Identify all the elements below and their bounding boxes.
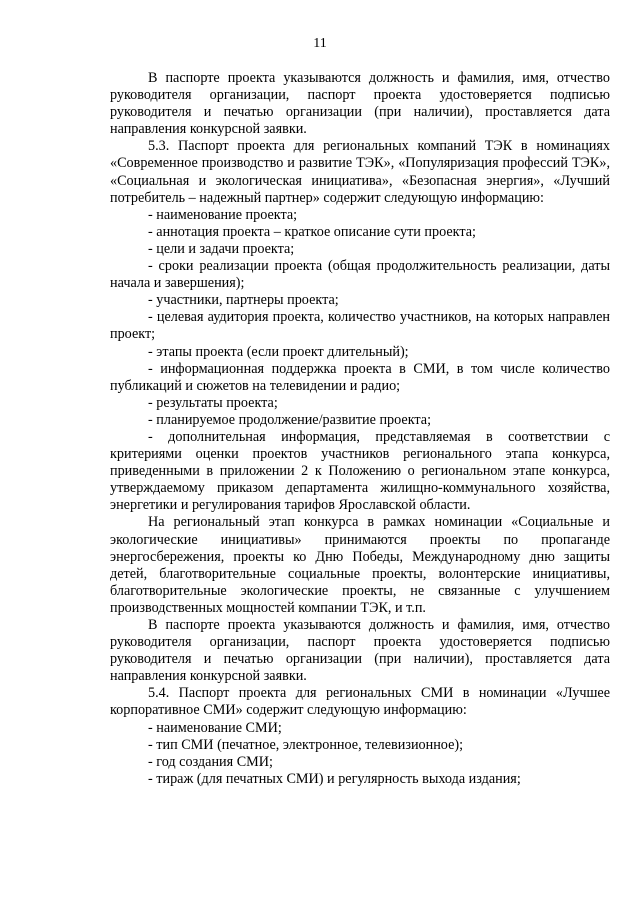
list-item: - этапы проекта (если проект длительный); xyxy=(148,343,409,360)
paragraph: В паспорте проекта указываются должность и фамилия, имя, отчество руководителя организации, паспорт проекта удостоверяется подписью руководителя и печатью организации (при наличии), проставляется дата направления конкурсной заявки. xyxy=(110,617,610,685)
paragraph: В паспорте проекта указываются должность и фамилия, имя, отчество руководителя организации, паспорт проекта удостоверяется подписью руководителя и печатью организации (при наличии), проставляется дата направления конкурсной заявки. xyxy=(110,70,610,138)
list-item: - аннотация проекта – краткое описание сути проекта; xyxy=(148,223,476,240)
list-item: - тип СМИ (печатное, электронное, телевизионное); xyxy=(148,736,464,753)
paragraph: На региональный этап конкурса в рамках номинации «Социальные и экологические инициативы» принимаются проекты по пропаганде энергосбережения, проекты ко Дню Победы, Международному дню защиты детей, благотворительные социальные проекты, волонтерские инициативы, благотворительные экологические проекты, не связанные с улучшением производственных мощностей компании ТЭК, и т.п. xyxy=(110,514,610,616)
document-body xyxy=(110,70,610,788)
page-number: 11 xyxy=(313,36,327,51)
list-item: - наименование проекта; xyxy=(148,206,298,223)
list-item: - результаты проекта; xyxy=(148,394,278,411)
list-item: - тираж (для печатных СМИ) и регулярность выхода издания; xyxy=(148,770,521,787)
paragraph: 5.4. Паспорт проекта для региональных СМИ в номинации «Лучшее корпоративное СМИ» содержит следующую информацию: xyxy=(110,685,610,719)
list-item: - год создания СМИ; xyxy=(148,753,273,770)
list-item: - дополнительная информация, представляемая в соответствии с критериями оценки проектов участников регионального этапа конкурса, приведенными в приложении 2 к Положению о региональном этапе конкурса, утверждаемому приказом департамента жилищно-коммунального хозяйства, энергетики и регулирования тарифов Ярославской области. xyxy=(110,428,610,514)
list-item: - сроки реализации проекта (общая продолжительность реализации, даты начала и завершения); xyxy=(110,258,610,292)
list-item: - наименование СМИ; xyxy=(148,719,282,736)
paragraph: 5.3. Паспорт проекта для региональных компаний ТЭК в номинациях «Современное производство и развитие ТЭК», «Популяризация профессий ТЭК», «Социальная и экологическая инициатива», «Безопасная энергия», «Лучший потребитель – надежный партнер» содержит следующую информацию: xyxy=(110,138,610,206)
list-item: - информационная поддержка проекта в СМИ, в том числе количество публикаций и сюжетов на телевидении и радио; xyxy=(110,360,610,394)
list-item: - целевая аудитория проекта, количество участников, на которых направлен проект; xyxy=(110,309,610,343)
list-item: - участники, партнеры проекта; xyxy=(148,292,339,309)
list-item: - планируемое продолжение/развитие проекта; xyxy=(148,411,432,428)
list-item: - цели и задачи проекта; xyxy=(148,240,295,257)
